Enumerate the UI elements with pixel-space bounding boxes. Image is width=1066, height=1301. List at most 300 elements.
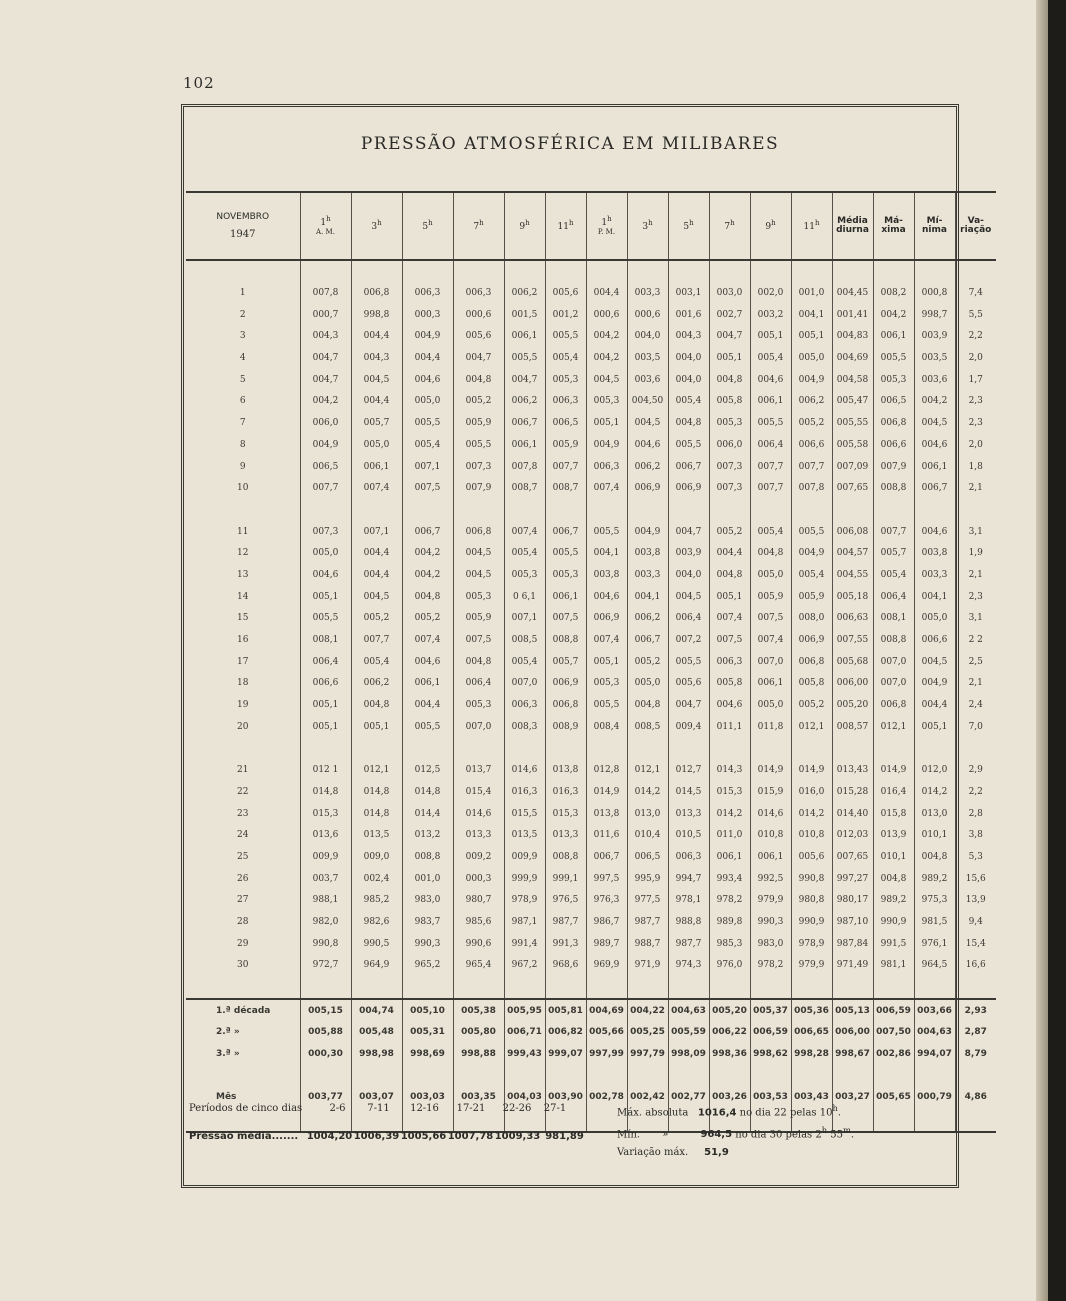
table-cell: 980,8	[791, 890, 832, 912]
table-cell: 008,1	[300, 630, 351, 652]
table-cell: 007,0	[873, 673, 914, 695]
table-cell: 005,4	[545, 348, 586, 370]
table-cell: 006,00	[832, 673, 873, 695]
table-cell: 006,2	[627, 456, 668, 478]
day-row	[186, 782, 996, 804]
pressure-value: 1006,39	[353, 1131, 400, 1142]
spacer-row	[186, 738, 996, 760]
table-cell: 015,4	[453, 782, 504, 804]
table-cell: 989,7	[586, 933, 627, 955]
spacer-cell	[873, 738, 914, 760]
table-cell: 004,2	[914, 391, 955, 413]
table-cell: 007,0	[504, 673, 545, 695]
decade-row	[186, 1044, 996, 1066]
table-cell: 015,8	[873, 803, 914, 825]
spacer-cell	[873, 977, 914, 1000]
row-label: 4	[239, 353, 246, 364]
table-cell: 978,9	[791, 933, 832, 955]
table-cell: 006,65	[791, 1022, 832, 1044]
table-cell: 002,77	[668, 1087, 709, 1109]
table-cell: 003,5	[627, 348, 668, 370]
table-cell: 007,7	[750, 456, 791, 478]
table-cell: 009,2	[453, 847, 504, 869]
table-cell: 004,4	[402, 348, 453, 370]
table-cell: 006,7	[504, 413, 545, 435]
table-cell: 003,2	[750, 304, 791, 326]
table-cell: 998,28	[791, 1044, 832, 1066]
table-cell: 007,3	[709, 478, 750, 500]
row-label: 17	[237, 656, 249, 667]
table-cell: 004,4	[709, 543, 750, 565]
table-cell: 005,9	[545, 435, 586, 457]
table-cell: 005,1	[300, 695, 351, 717]
hour-period: A. M.	[316, 227, 335, 236]
row-label: 6	[239, 396, 246, 407]
table-cell: 012,1	[627, 760, 668, 782]
spacer-cell	[668, 738, 709, 760]
table-cell: 003,66	[914, 999, 955, 1022]
table-cell: 003,03	[402, 1087, 453, 1109]
table-cell: 006,7	[545, 521, 586, 543]
table-cell: 014,5	[668, 782, 709, 804]
table-cell: 006,8	[791, 651, 832, 673]
table-cell: 004,2	[402, 565, 453, 587]
table-cell: 005,1	[351, 716, 402, 738]
hour-value: 5	[683, 222, 690, 232]
table-cell: 005,5	[545, 543, 586, 565]
hour-sup: h	[814, 219, 820, 227]
table-cell: 006,4	[668, 608, 709, 630]
table-cell: 005,4	[750, 348, 791, 370]
table-cell: 005,3	[453, 695, 504, 717]
table-cell: 005,0	[300, 543, 351, 565]
row-label: 13	[237, 569, 249, 580]
table-cell: 2,1	[955, 565, 996, 587]
table-cell: 015,3	[709, 782, 750, 804]
table-cell: 3,8	[955, 825, 996, 847]
row-label: 26	[237, 873, 249, 884]
table-cell: 003,90	[545, 1087, 586, 1109]
table-cell: 999,1	[545, 868, 586, 890]
hour-value: 1	[601, 217, 608, 228]
table-cell: 005,3	[709, 413, 750, 435]
table-cell: 006,2	[504, 391, 545, 413]
table-cell: 990,5	[351, 933, 402, 955]
table-cell: 005,6	[668, 673, 709, 695]
table-cell: 006,08	[832, 521, 873, 543]
hour-period: P. M.	[597, 227, 616, 236]
table-cell: 005,1	[791, 326, 832, 348]
table-cell: 013,8	[586, 803, 627, 825]
table-cell: 985,2	[351, 890, 402, 912]
table-cell: 1,9	[955, 543, 996, 565]
table-cell: 978,2	[709, 890, 750, 912]
table-cell: 005,9	[791, 586, 832, 608]
table-cell: 014,6	[504, 760, 545, 782]
table-cell: 007,9	[453, 478, 504, 500]
table-cell: 004,8	[453, 369, 504, 391]
spacer-cell	[504, 500, 545, 522]
table-cell: 013,7	[453, 760, 504, 782]
table-cell: 990,3	[402, 933, 453, 955]
table-cell: 991,3	[545, 933, 586, 955]
table-cell: 002,4	[351, 868, 402, 890]
spacer-cell	[627, 500, 668, 522]
table-cell: 005,10	[402, 999, 453, 1022]
table-cell: 007,3	[453, 456, 504, 478]
media-header-line: diurna	[836, 225, 869, 235]
table-cell: 006,2	[504, 283, 545, 305]
table-cell: 014,3	[709, 760, 750, 782]
table-cell: 005,31	[402, 1022, 453, 1044]
hour-value: 11	[557, 222, 569, 232]
table-cell: 005,2	[453, 391, 504, 413]
table-cell: 005,2	[402, 608, 453, 630]
spacer-cell	[351, 1065, 402, 1087]
table-cell: 976,1	[914, 933, 955, 955]
table-cell: 976,5	[545, 890, 586, 912]
spacer-row	[186, 500, 996, 522]
table-cell: 006,6	[791, 435, 832, 457]
table-cell: 006,4	[873, 586, 914, 608]
pressure-value: 1004,20	[306, 1131, 353, 1142]
table-cell: 2,93	[955, 999, 996, 1022]
table-cell: 014,2	[709, 803, 750, 825]
table-cell: 982,0	[300, 912, 351, 934]
row-label: 15	[237, 613, 249, 624]
table-cell: 976,0	[709, 955, 750, 977]
table-cell: 004,8	[453, 651, 504, 673]
spacer-cell	[791, 738, 832, 760]
row-label: 30	[237, 960, 249, 971]
table-cell: 005,20	[709, 999, 750, 1022]
table-cell: 005,1	[586, 651, 627, 673]
pressure-value: 1009,33	[494, 1131, 541, 1142]
table-cell: 007,8	[791, 478, 832, 500]
table-cell: 004,8	[351, 695, 402, 717]
spacer-cell	[873, 1065, 914, 1087]
table-cell: 012,03	[832, 825, 873, 847]
decade-row	[186, 1022, 996, 1044]
table-cell: 001,0	[791, 283, 832, 305]
table-cell: 3,1	[955, 521, 996, 543]
table-cell: 4,86	[955, 1087, 996, 1109]
table-cell: 003,0	[709, 283, 750, 305]
table-cell: 004,5	[914, 651, 955, 673]
hour-sup: h	[377, 219, 382, 227]
periods-label: Períodos de cinco dias	[189, 1103, 303, 1114]
table-cell: 000,3	[402, 304, 453, 326]
table-cell: 967,2	[504, 955, 545, 977]
spacer-cell	[750, 977, 791, 1000]
table-cell: 007,55	[832, 630, 873, 652]
period-value: 7-11	[367, 1103, 390, 1114]
spacer-cell	[586, 260, 627, 283]
day-row	[186, 521, 996, 543]
table-cell: 003,1	[668, 283, 709, 305]
hour-sup: h	[771, 219, 776, 227]
table-cell: 002,7	[709, 304, 750, 326]
spacer-cell	[668, 1065, 709, 1087]
table-cell: 005,1	[586, 413, 627, 435]
table-cell: 000,3	[453, 868, 504, 890]
table-cell: 006,59	[750, 1022, 791, 1044]
table-cell: 013,6	[300, 825, 351, 847]
table-cell: 013,0	[914, 803, 955, 825]
table-cell: 005,2	[627, 651, 668, 673]
table-cell: 006,9	[545, 673, 586, 695]
pressure-value: 1005,66	[400, 1131, 447, 1142]
table-cell: 2,1	[955, 478, 996, 500]
day-row	[186, 304, 996, 326]
table-cell: 2,3	[955, 391, 996, 413]
table-cell: 011,1	[709, 716, 750, 738]
table-cell: 005,18	[832, 586, 873, 608]
spacer-cell	[186, 738, 300, 760]
row-label: 20	[237, 721, 249, 732]
table-cell: 000,6	[453, 304, 504, 326]
table-cell: 005,5	[453, 435, 504, 457]
table-cell: 971,49	[832, 955, 873, 977]
table-cell: 012,0	[914, 760, 955, 782]
table-cell: 006,4	[300, 651, 351, 673]
table-cell: 005,5	[402, 716, 453, 738]
max-absolute: Máx. absoluta 1016,4 no dia 22 pelas 10$^h$.	[617, 1103, 842, 1119]
table-cell: 005,7	[545, 651, 586, 673]
table-cell: 013,0	[627, 803, 668, 825]
table-cell: 003,6	[627, 369, 668, 391]
table-cell: 005,2	[791, 695, 832, 717]
table-cell: 005,3	[586, 391, 627, 413]
table-cell: 014,2	[627, 782, 668, 804]
spacer-cell	[300, 260, 351, 283]
table-cell: 005,81	[545, 999, 586, 1022]
table-cell: 005,4	[791, 565, 832, 587]
table-cell: 004,9	[791, 369, 832, 391]
table-cell: 003,9	[668, 543, 709, 565]
hour-sup: h	[428, 219, 433, 227]
table-cell: 007,8	[504, 456, 545, 478]
spacer-cell	[709, 260, 750, 283]
table-cell: 005,88	[300, 1022, 351, 1044]
table-cell: 005,3	[545, 565, 586, 587]
day-row	[186, 868, 996, 890]
table-cell: 005,3	[504, 565, 545, 587]
table-cell: 005,20	[832, 695, 873, 717]
footer	[189, 1102, 959, 1172]
spacer-cell	[453, 977, 504, 1000]
table-cell: 007,7	[873, 521, 914, 543]
period-value: 2-6	[329, 1103, 346, 1114]
day-row	[186, 478, 996, 500]
table-cell: 009,9	[504, 847, 545, 869]
hour-header	[586, 192, 627, 260]
table-cell: 8,79	[955, 1044, 996, 1066]
table-cell: 001,0	[402, 868, 453, 890]
table-cell: 001,6	[668, 304, 709, 326]
table-cell: 012,1	[351, 760, 402, 782]
table-cell: 007,4	[709, 608, 750, 630]
table-cell: 008,4	[586, 716, 627, 738]
table-cell: 006,3	[453, 283, 504, 305]
table-cell: 010,1	[914, 825, 955, 847]
table-cell: 005,1	[709, 586, 750, 608]
table-cell: 000,30	[300, 1044, 351, 1066]
table-cell: 006,63	[832, 608, 873, 630]
table-cell: 005,36	[791, 999, 832, 1022]
table-cell: 004,83	[832, 326, 873, 348]
decade-row	[186, 999, 996, 1022]
table-cell: 004,0	[668, 565, 709, 587]
table-cell: 014,9	[873, 760, 914, 782]
pressure-value: 1007,78	[447, 1131, 494, 1142]
table-cell: 981,5	[914, 912, 955, 934]
table-cell: 006,8	[873, 413, 914, 435]
row-label: 5	[239, 374, 246, 385]
year-label: 1947	[230, 228, 256, 240]
table-cell: 2,87	[955, 1022, 996, 1044]
table-cell: 971,9	[627, 955, 668, 977]
hour-value: 5	[422, 222, 429, 232]
row-label: 25	[237, 851, 249, 862]
table-cell: 006,9	[627, 478, 668, 500]
table-cell: 003,53	[750, 1087, 791, 1109]
table-cell: 005,9	[453, 413, 504, 435]
table-cell: 004,2	[586, 326, 627, 348]
hour-value: 3	[371, 222, 378, 232]
hour-header	[453, 192, 504, 260]
table-cell: 013,9	[873, 825, 914, 847]
table-cell: 998,67	[832, 1044, 873, 1066]
table-cell: 000,7	[300, 304, 351, 326]
table-cell: 3,1	[955, 608, 996, 630]
table-cell: 004,2	[873, 304, 914, 326]
row-label: 27	[237, 895, 249, 906]
table-cell: 981,1	[873, 955, 914, 977]
table-cell: 004,7	[300, 348, 351, 370]
hour-value: 3	[642, 222, 649, 232]
spacer-cell	[351, 260, 402, 283]
spacer-cell	[668, 260, 709, 283]
table-cell: 004,4	[402, 695, 453, 717]
table-cell: 004,6	[914, 435, 955, 457]
table-cell: 998,88	[453, 1044, 504, 1066]
spacer-cell	[402, 977, 453, 1000]
table-cell: 006,1	[351, 456, 402, 478]
day-row	[186, 413, 996, 435]
table-cell: 014,2	[914, 782, 955, 804]
variacao-header	[955, 192, 996, 260]
table-cell: 983,0	[402, 890, 453, 912]
table-cell: 998,98	[351, 1044, 402, 1066]
table-cell: 2,5	[955, 651, 996, 673]
table-cell: 006,1	[750, 391, 791, 413]
table-cell: 006,71	[504, 1022, 545, 1044]
table-cell: 004,5	[914, 413, 955, 435]
table-cell: 990,8	[300, 933, 351, 955]
table-cell: 004,6	[402, 651, 453, 673]
table-cell: 006,1	[504, 326, 545, 348]
table-cell: 007,5	[750, 608, 791, 630]
table-header-row	[186, 192, 996, 260]
table-cell: 008,8	[402, 847, 453, 869]
table-cell: 005,5	[402, 413, 453, 435]
table-cell: 007,4	[402, 630, 453, 652]
table-cell: 006,5	[627, 847, 668, 869]
table-cell: 006,1	[504, 435, 545, 457]
day-row	[186, 435, 996, 457]
table-cell: 008,8	[873, 630, 914, 652]
table-cell: 994,7	[668, 868, 709, 890]
period-value: 12-16	[410, 1103, 439, 1114]
table-cell: 965,4	[453, 955, 504, 977]
table-body	[186, 260, 996, 1132]
day-row	[186, 283, 996, 305]
hour-header	[545, 192, 586, 260]
maxima-header-line: xima	[881, 225, 906, 235]
table-cell: 003,7	[300, 868, 351, 890]
spacer-row	[186, 977, 996, 1000]
day-row	[186, 630, 996, 652]
min-sup-m: m	[842, 1125, 851, 1135]
book-gutter-shadow	[1036, 0, 1048, 1301]
min-text-2: 55	[827, 1129, 843, 1141]
table-cell: 004,57	[832, 543, 873, 565]
table-cell: 007,4	[504, 521, 545, 543]
table-cell: 005,95	[504, 999, 545, 1022]
row-label: 23	[237, 808, 249, 819]
table-cell: 972,7	[300, 955, 351, 977]
spacer-cell	[586, 977, 627, 1000]
table-cell: 998,8	[351, 304, 402, 326]
hour-value: 11	[803, 222, 815, 232]
table-cell: 976,3	[586, 890, 627, 912]
table-cell: 978,1	[668, 890, 709, 912]
table-cell: 004,7	[668, 521, 709, 543]
table-cell: 005,4	[750, 521, 791, 543]
table-cell: 990,3	[750, 912, 791, 934]
periods-list	[319, 1103, 570, 1114]
table-cell: 003,35	[453, 1087, 504, 1109]
maxima-header-line: Má-	[884, 216, 903, 226]
table-cell: 014,6	[750, 803, 791, 825]
table-cell: 000,6	[627, 304, 668, 326]
table-cell: 004,4	[351, 391, 402, 413]
table-cell: 004,4	[351, 326, 402, 348]
table-cell: 014,9	[586, 782, 627, 804]
hour-sup: h	[326, 214, 331, 223]
table-cell: 982,6	[351, 912, 402, 934]
table-cell: 016,0	[791, 782, 832, 804]
table-cell: 003,3	[627, 283, 668, 305]
day-row	[186, 391, 996, 413]
table-cell: 000,6	[586, 304, 627, 326]
table-cell: 007,0	[453, 716, 504, 738]
table-cell: 005,59	[668, 1022, 709, 1044]
table-cell: 010,8	[750, 825, 791, 847]
spacer-cell	[351, 500, 402, 522]
table-cell: 998,09	[668, 1044, 709, 1066]
table-cell: 004,7	[668, 695, 709, 717]
table-cell: 005,8	[709, 391, 750, 413]
table-cell: 005,8	[791, 673, 832, 695]
table-cell: 004,0	[668, 369, 709, 391]
table-cell: 989,8	[709, 912, 750, 934]
table-cell: 004,9	[586, 435, 627, 457]
spacer-cell	[300, 977, 351, 1000]
table-cell: 992,5	[750, 868, 791, 890]
table-cell: 2,9	[955, 760, 996, 782]
